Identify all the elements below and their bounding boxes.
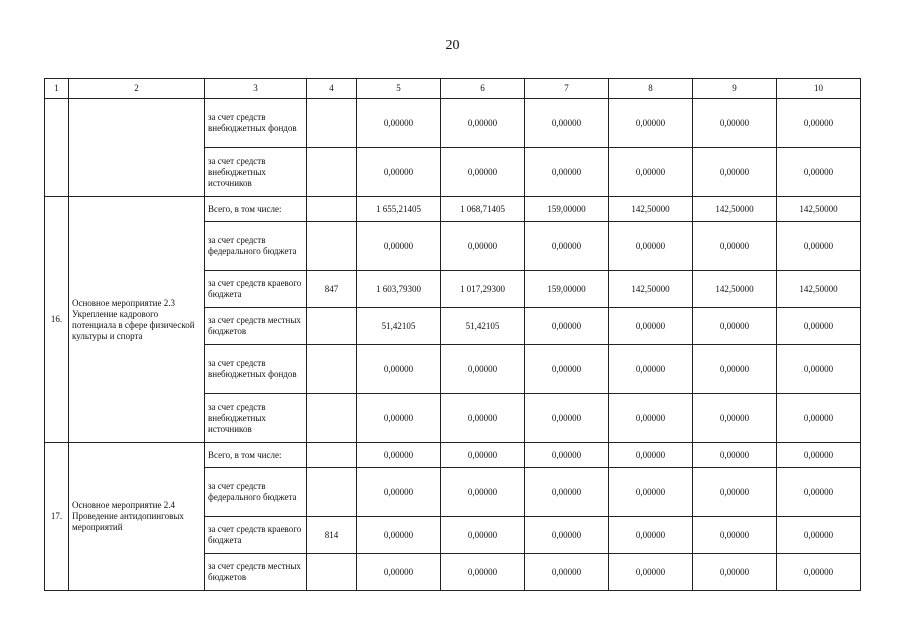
code-cell [307,394,357,443]
value-cell: 0,00000 [693,394,777,443]
header-cell: 9 [693,79,777,99]
code-cell: 847 [307,271,357,308]
value-cell: 0,00000 [609,345,693,394]
value-cell: 0,00000 [525,468,609,517]
code-cell: 814 [307,517,357,554]
value-cell: 0,00000 [441,554,525,591]
header-cell: 8 [609,79,693,99]
measure-name-cell [69,99,205,197]
header-cell: 2 [69,79,205,99]
header-cell: 6 [441,79,525,99]
value-cell: 142,50000 [609,197,693,222]
value-cell: 0,00000 [357,99,441,148]
value-cell: 0,00000 [441,394,525,443]
value-cell: 0,00000 [357,517,441,554]
value-cell: 0,00000 [777,394,861,443]
header-cell: 7 [525,79,609,99]
table-body [45,79,861,591]
value-cell: 0,00000 [357,443,441,468]
value-cell: 0,00000 [693,148,777,197]
value-cell: 0,00000 [609,222,693,271]
value-cell: 0,00000 [357,468,441,517]
table-row [45,443,861,468]
funding-source: за счет средств внебюджетных источников [205,394,307,443]
value-cell: 1 655,21405 [357,197,441,222]
funding-source: Всего, в том числе: [205,443,307,468]
funding-source: за счет средств краевого бюджета [205,517,307,554]
value-cell: 0,00000 [777,443,861,468]
funding-source: за счет средств федерального бюджета [205,222,307,271]
value-cell: 0,00000 [525,222,609,271]
value-cell: 0,00000 [693,517,777,554]
value-cell: 159,00000 [525,197,609,222]
value-cell: 0,00000 [609,554,693,591]
header-cell: 1 [45,79,69,99]
funding-source: за счет средств внебюджетных фондов [205,345,307,394]
value-cell: 0,00000 [441,99,525,148]
value-cell: 0,00000 [525,517,609,554]
code-cell [307,308,357,345]
value-cell: 0,00000 [777,345,861,394]
funding-source: за счет средств местных бюджетов [205,308,307,345]
value-cell: 0,00000 [441,222,525,271]
funding-source: за счет средств внебюджетных фондов [205,99,307,148]
value-cell: 0,00000 [693,99,777,148]
funding-source: Всего, в том числе: [205,197,307,222]
value-cell: 0,00000 [693,222,777,271]
value-cell: 159,00000 [525,271,609,308]
value-cell: 0,00000 [609,308,693,345]
value-cell: 51,42105 [441,308,525,345]
value-cell: 0,00000 [777,517,861,554]
value-cell: 0,00000 [609,443,693,468]
code-cell [307,148,357,197]
value-cell: 0,00000 [357,345,441,394]
value-cell: 0,00000 [525,345,609,394]
value-cell: 1 603,79300 [357,271,441,308]
measure-name: Основное мероприятие 2.3 Укрепление кадрового потенциала в сфере физической культуры и спорта [69,197,205,443]
row-number: 16. [45,197,69,443]
value-cell: 0,00000 [693,554,777,591]
value-cell: 0,00000 [609,99,693,148]
code-cell [307,468,357,517]
value-cell: 0,00000 [693,345,777,394]
value-cell: 0,00000 [357,394,441,443]
header-cell: 5 [357,79,441,99]
header-cell: 10 [777,79,861,99]
value-cell: 1 017,29300 [441,271,525,308]
value-cell: 142,50000 [693,271,777,308]
code-cell [307,197,357,222]
value-cell: 0,00000 [441,517,525,554]
value-cell: 142,50000 [693,197,777,222]
value-cell: 0,00000 [777,99,861,148]
funding-source: за счет средств внебюджетных источников [205,148,307,197]
value-cell: 0,00000 [357,554,441,591]
row-number-cell [45,99,69,197]
table-row [45,99,861,148]
value-cell: 0,00000 [609,517,693,554]
value-cell: 0,00000 [609,148,693,197]
header-row [45,79,861,99]
value-cell: 0,00000 [777,308,861,345]
header-cell: 3 [205,79,307,99]
value-cell: 0,00000 [777,468,861,517]
code-cell [307,222,357,271]
value-cell: 0,00000 [525,148,609,197]
value-cell: 0,00000 [777,148,861,197]
value-cell: 0,00000 [441,148,525,197]
code-cell [307,99,357,148]
value-cell: 0,00000 [777,222,861,271]
header-cell: 4 [307,79,357,99]
value-cell: 142,50000 [777,197,861,222]
value-cell: 0,00000 [693,308,777,345]
value-cell: 51,42105 [357,308,441,345]
budget-table [44,78,861,591]
funding-source: за счет средств местных бюджетов [205,554,307,591]
table-row [45,197,861,222]
value-cell: 0,00000 [777,554,861,591]
value-cell: 0,00000 [609,468,693,517]
value-cell: 1 068,71405 [441,197,525,222]
value-cell: 0,00000 [525,394,609,443]
value-cell: 0,00000 [357,222,441,271]
value-cell: 142,50000 [609,271,693,308]
value-cell: 0,00000 [609,394,693,443]
value-cell: 0,00000 [693,468,777,517]
code-cell [307,345,357,394]
funding-source: за счет средств федерального бюджета [205,468,307,517]
row-number: 17. [45,443,69,591]
funding-source: за счет средств краевого бюджета [205,271,307,308]
value-cell: 0,00000 [441,443,525,468]
value-cell: 0,00000 [693,443,777,468]
code-cell [307,554,357,591]
value-cell: 0,00000 [441,468,525,517]
value-cell: 0,00000 [441,345,525,394]
page-number: 20 [445,38,460,53]
measure-name: Основное мероприятие 2.4 Проведение антидопинговых мероприятий [69,443,205,591]
value-cell: 0,00000 [525,308,609,345]
value-cell: 0,00000 [525,554,609,591]
value-cell: 0,00000 [525,443,609,468]
value-cell: 142,50000 [777,271,861,308]
code-cell [307,443,357,468]
value-cell: 0,00000 [525,99,609,148]
value-cell: 0,00000 [357,148,441,197]
